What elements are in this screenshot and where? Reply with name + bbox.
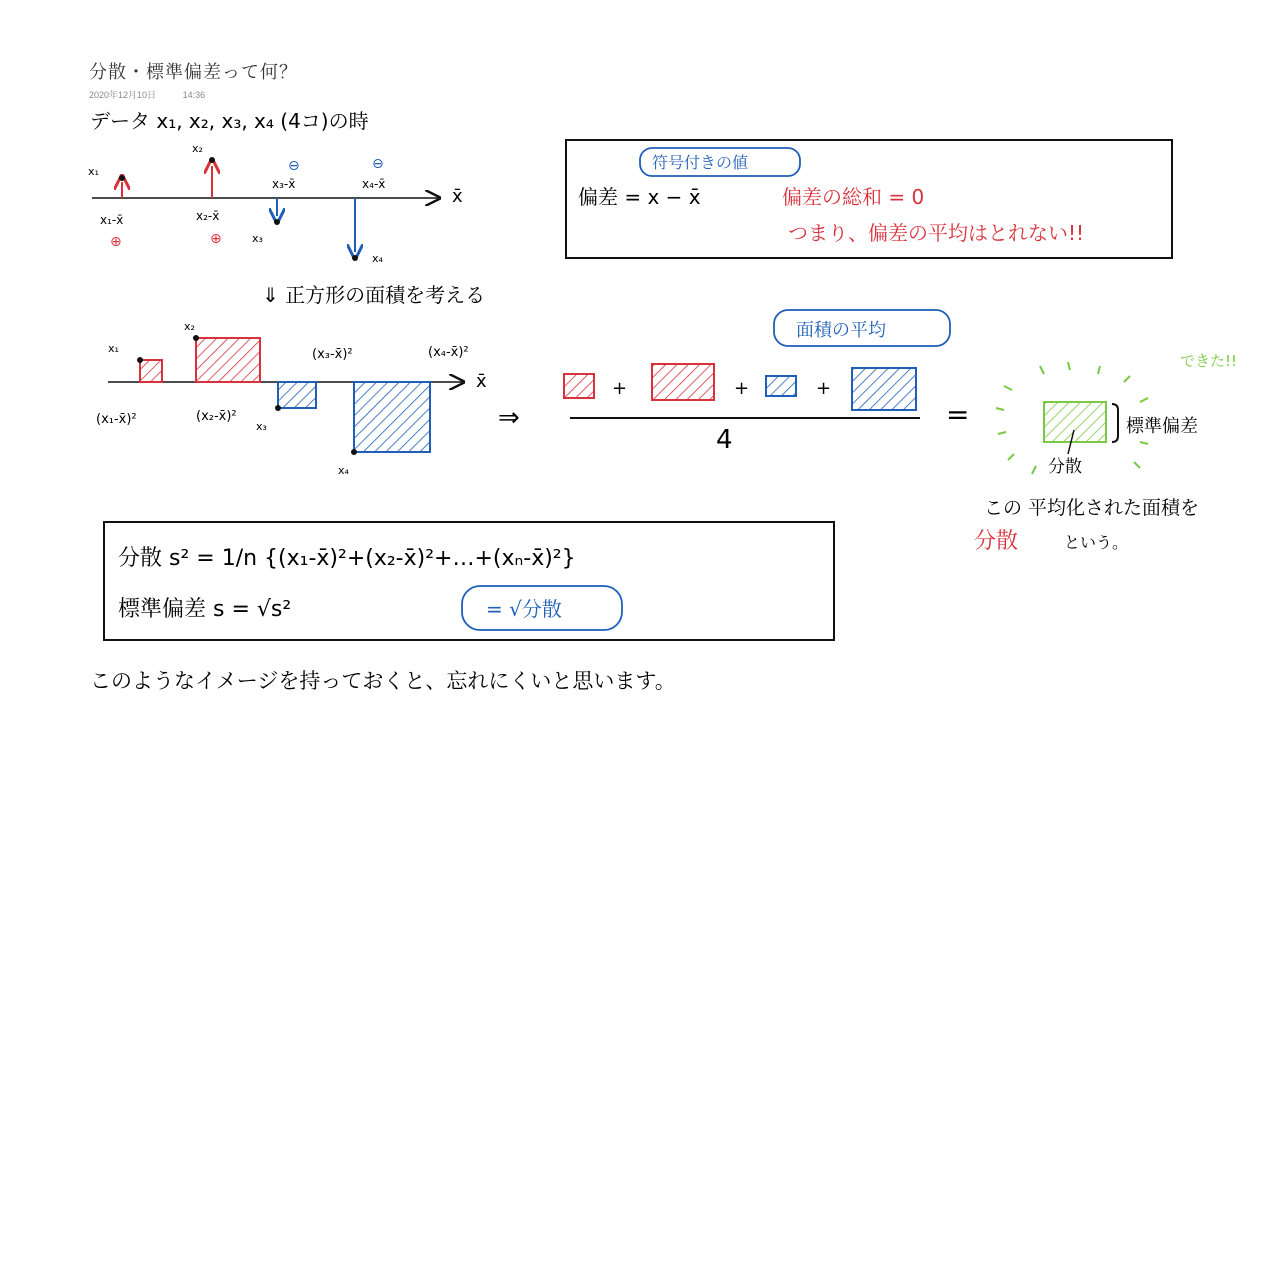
frac-square-4 — [852, 368, 916, 410]
page-title: 分散・標準偏差って何？ — [89, 62, 298, 83]
square-label-4: (x₄-x̄)² — [428, 345, 469, 360]
xbar-label: x̄ — [452, 186, 463, 207]
equals-sign: = — [946, 398, 970, 431]
point-x3 — [274, 219, 280, 225]
caption-line-2: という。 — [1064, 533, 1129, 552]
frac-square-3 — [766, 376, 796, 396]
std-formula: 標準偏差 s = √s² — [118, 597, 292, 622]
label-d2: x₂-x̄ — [196, 209, 220, 223]
plus-sign-1: ⊕ — [110, 234, 122, 250]
deviation-sum: 偏差の総和 = 0 — [782, 185, 925, 209]
square-2 — [196, 338, 260, 382]
frac-plus-3: + — [816, 378, 832, 399]
frac-plus-2: + — [734, 378, 750, 399]
point-x4 — [352, 255, 358, 261]
label-x4-b: x₄ — [338, 464, 349, 477]
point-x2 — [209, 157, 215, 163]
dekita-text: できた!! — [1180, 352, 1238, 370]
label-x2-b: x₂ — [184, 320, 195, 333]
sqrt-variance-text: = √分散 — [486, 597, 562, 621]
var-label: 分散 — [1048, 457, 1082, 477]
std-label: 標準偏差 — [1126, 416, 1198, 437]
square-label-2: (x₂-x̄)² — [196, 409, 237, 424]
area-average-text: 面積の平均 — [796, 320, 886, 341]
closing-text: このようなイメージを持っておくと、忘れにくいと思います。 — [90, 669, 676, 693]
data-line: データ x₁, x₂, x₃, x₄ (4コ)の時 — [90, 109, 369, 133]
frac-square-2 — [652, 364, 714, 400]
minus-sign-4: ⊖ — [372, 156, 384, 172]
deviation-conclusion: つまり、偏差の平均はとれない!! — [788, 221, 1085, 245]
std-bracket — [1112, 404, 1118, 442]
square-label-3: (x₃-x̄)² — [312, 347, 353, 362]
frac-square-1 — [564, 374, 594, 398]
label-d1: x₁-x̄ — [100, 213, 124, 227]
fraction-denominator: 4 — [716, 425, 733, 455]
square-3 — [278, 382, 316, 408]
square-1 — [140, 360, 162, 382]
point-x1 — [119, 175, 125, 181]
label-x4: x₄ — [372, 252, 383, 265]
area-average-fraction — [498, 310, 969, 455]
variance-formula: 分散 s² = 1/n {(x₁-x̄)²+(x₂-x̄)²+…+(xₙ-x̄)²} — [118, 546, 576, 571]
formula-box — [104, 522, 834, 640]
deviation-box — [566, 140, 1172, 258]
variance-result — [974, 352, 1237, 554]
minus-sign-3: ⊖ — [288, 158, 300, 174]
label-x1-b: x₁ — [108, 342, 119, 355]
deviation-formula: 偏差 = x − x̄ — [578, 185, 701, 209]
post-date: 2020年12月10日 — [89, 90, 157, 100]
point-x2-b — [193, 335, 199, 341]
label-x1: x₁ — [88, 165, 99, 178]
point-x1-b — [137, 357, 143, 363]
variance-square — [1044, 402, 1106, 442]
square-4 — [354, 382, 430, 452]
frac-plus-1: + — [612, 378, 628, 399]
deviation-diagram — [88, 142, 463, 265]
consider-area-text: ⇓ 正方形の面積を考える — [262, 283, 486, 307]
label-x2: x₂ — [192, 142, 203, 155]
square-label-1: (x₁-x̄)² — [96, 412, 137, 427]
signed-value-text: 符号付きの値 — [652, 153, 749, 172]
label-x3: x₃ — [252, 232, 263, 245]
label-d4: x₄-x̄ — [362, 177, 386, 191]
xbar-label-2: x̄ — [476, 371, 487, 392]
point-x3-b — [275, 405, 281, 411]
implies-arrow: ⇒ — [498, 403, 520, 433]
square-diagram — [96, 320, 487, 477]
caption-line-1: この 平均化された面積を — [984, 497, 1200, 519]
plus-sign-2: ⊕ — [210, 231, 222, 247]
post-time: 14:36 — [182, 90, 206, 100]
label-d3: x₃-x̄ — [272, 177, 296, 191]
label-x3-b: x₃ — [256, 420, 267, 433]
point-x4-b — [351, 449, 357, 455]
caption-variance-red: 分散 — [974, 529, 1019, 554]
